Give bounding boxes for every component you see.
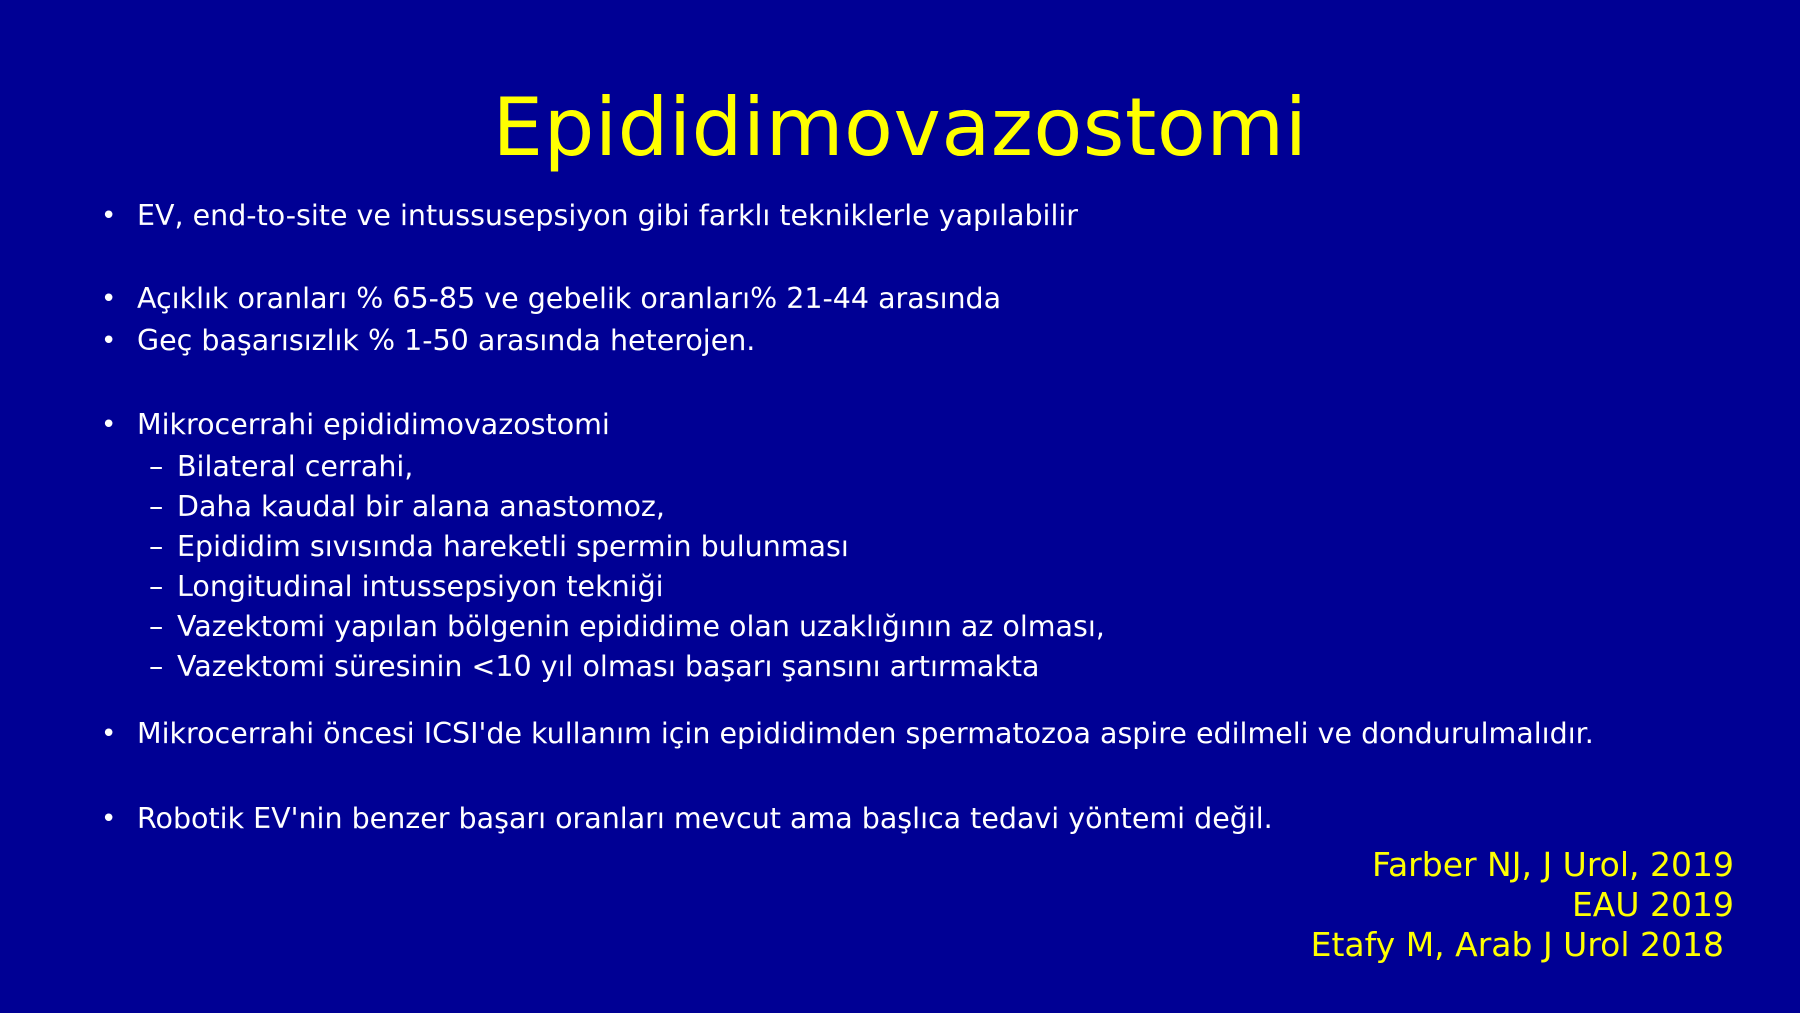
bullet-item — [101, 799, 1273, 839]
bullet-item — [101, 405, 610, 445]
sub-item-text: Bilateral cerrahi, — [177, 450, 414, 483]
bullet-marker: • — [101, 201, 117, 231]
slide-title: Epididimovazostomi — [492, 81, 1308, 174]
sub-item — [149, 607, 1105, 647]
reference-citation: Farber NJ, J Urol, 2019 — [1372, 845, 1734, 884]
sub-item-text: Vazektomi süresinin <10 yıl olması başarı şansını artırmakta — [177, 650, 1040, 683]
sub-item — [149, 527, 849, 567]
bullet-text: Açıklık oranları % 65-85 ve gebelik oranları% 21-44 arasında — [137, 282, 1002, 315]
bullet-item — [101, 321, 756, 361]
sub-item-text: Vazektomi yapılan bölgenin epididime olan uzaklığının az olması, — [177, 610, 1105, 643]
bullet-item — [101, 714, 1594, 754]
sub-marker: – — [149, 570, 164, 603]
bullet-item — [101, 279, 1002, 319]
sub-item — [149, 647, 1040, 687]
sub-marker: – — [149, 650, 164, 683]
bullet-item — [101, 196, 1079, 236]
sub-item-text: Epididim sıvısında hareketli spermin bulunması — [177, 530, 849, 563]
bullet-text: Mikrocerrahi öncesi ICSI'de kullanım için epididimden spermatozoa aspire edilmeli ve dondurulmalıdır. — [137, 717, 1594, 750]
sub-marker: – — [149, 530, 164, 563]
bullet-marker: • — [101, 410, 117, 440]
sub-marker: – — [149, 610, 164, 643]
bullet-text: Mikrocerrahi epididimovazostomi — [137, 408, 610, 441]
sub-item — [149, 447, 414, 487]
bullet-marker: • — [101, 284, 117, 314]
reference-citation: EAU 2019 — [1571, 885, 1734, 924]
reference-citation: Etafy M, Arab J Urol 2018 — [1310, 925, 1724, 964]
bullet-marker: • — [101, 804, 117, 834]
sub-marker: – — [149, 450, 164, 483]
bullet-text: EV, end-to-site ve intussusepsiyon gibi farklı tekniklerle yapılabilir — [137, 199, 1079, 232]
sub-item — [149, 567, 664, 607]
bullet-text: Robotik EV'nin benzer başarı oranları mevcut ama başlıca tedavi yöntemi değil. — [137, 802, 1273, 835]
bullet-marker: • — [101, 326, 117, 356]
sub-item-text: Longitudinal intussepsiyon tekniği — [177, 570, 664, 603]
bullet-text: Geç başarısızlık % 1-50 arasında heterojen. — [137, 324, 756, 357]
sub-item — [149, 487, 665, 527]
sub-item-text: Daha kaudal bir alana anastomoz, — [177, 490, 665, 523]
sub-marker: – — [149, 490, 164, 523]
bullet-marker: • — [101, 719, 117, 749]
